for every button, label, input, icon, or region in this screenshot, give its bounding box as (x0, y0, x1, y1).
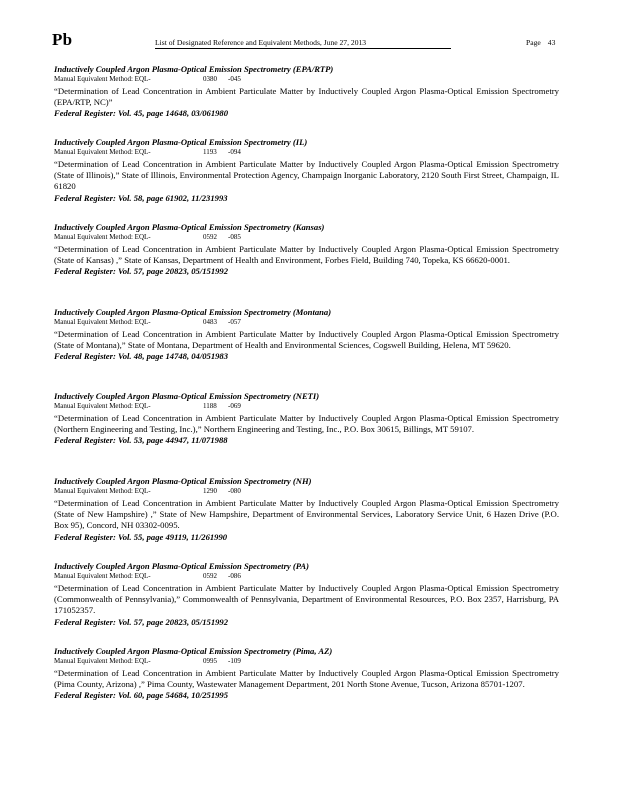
method-number: 1290 (203, 487, 217, 495)
method-label: Manual Equivalent Method: EQL- (54, 572, 151, 580)
method-label: Manual Equivalent Method: EQL- (54, 148, 151, 156)
element-symbol: Pb (52, 30, 73, 49)
method-suffix: -080 (228, 487, 241, 495)
method-entry (54, 64, 559, 119)
method-entry (54, 391, 559, 446)
entry-description: “Determination of Lead Concentration in Ambient Particulate Matter by Inductively Coupled Argon Plasma-Optical Emission Spectrometry (Northern Engineering and Testing, Inc.),” Northern Engineering and Testing, Inc., P.O. Box 30615, Billings, MT 59107. (54, 413, 559, 435)
method-entry (54, 561, 559, 628)
federal-register-citation: Federal Register: Vol. 55, page 49119, 11/261990 (54, 531, 228, 542)
method-label: Manual Equivalent Method: EQL- (54, 487, 151, 495)
method-suffix: -057 (228, 318, 241, 326)
method-number: 0380 (203, 75, 217, 83)
page-header (52, 30, 572, 50)
method-suffix: -045 (228, 75, 241, 83)
method-number: 0483 (203, 318, 217, 326)
entry-title: Inductively Coupled Argon Plasma-Optical Emission Spectrometry (NH) (54, 476, 312, 486)
method-designation (54, 487, 559, 497)
method-suffix: -085 (228, 233, 241, 241)
federal-register-citation: Federal Register: Vol. 57, page 20823, 05/151992 (54, 266, 229, 277)
method-entry (54, 476, 559, 543)
method-number: 1193 (203, 148, 217, 156)
entry-title: Inductively Coupled Argon Plasma-Optical Emission Spectrometry (Montana) (54, 307, 332, 317)
method-suffix: -086 (228, 572, 241, 580)
federal-register-citation: Federal Register: Vol. 57, page 20823, 05/151992 (54, 616, 229, 627)
method-entry (54, 137, 559, 204)
entry-title: Inductively Coupled Argon Plasma-Optical Emission Spectrometry (PA) (54, 561, 309, 571)
method-entry (54, 222, 559, 277)
entry-title: Inductively Coupled Argon Plasma-Optical Emission Spectrometry (EPA/RTP) (54, 64, 334, 74)
method-label: Manual Equivalent Method: EQL- (54, 318, 151, 326)
federal-register-citation: Federal Register: Vol. 53, page 44947, 11/071988 (54, 435, 228, 446)
federal-register-citation: Federal Register: Vol. 60, page 54684, 10/251995 (54, 690, 229, 701)
entry-description: “Determination of Lead Concentration in Ambient Particulate Matter by Inductively Coupled Argon Plasma-Optical Emission Spectrometry (EPA/RTP, NC)” (54, 86, 559, 108)
federal-register-citation: Federal Register: Vol. 48, page 14748, 04/051983 (54, 351, 229, 362)
method-label: Manual Equivalent Method: EQL- (54, 402, 151, 410)
method-designation (54, 572, 559, 582)
federal-register-citation: Federal Register: Vol. 45, page 14648, 03/061980 (54, 108, 229, 119)
entry-title: Inductively Coupled Argon Plasma-Optical Emission Spectrometry (Pima, AZ) (54, 646, 333, 656)
entry-description: “Determination of Lead Concentration in Ambient Particulate Matter by Inductively Coupled Argon Plasma-Optical Emission Spectrometry (State of Illinois),” State of Illinois, Environmental Protection Agency, Champaign Inorganic Laboratory, 2120 South First Street, Champaign, IL 61820 (54, 159, 559, 192)
method-designation (54, 657, 559, 667)
method-number: 1188 (203, 402, 217, 410)
method-label: Manual Equivalent Method: EQL- (54, 657, 151, 665)
entry-description: “Determination of Lead Concentration in Ambient Particulate Matter by Inductively Coupled Argon Plasma-Optical Emission Spectrometry (State of Montana),” State of Montana, Department of Health and Environmental Sciences, Cogswell Building, Helena, MT 59620. (54, 329, 559, 351)
entry-description: “Determination of Lead Concentration in Ambient Particulate Matter by Inductively Coupled Argon Plasma-Optical Emission Spectrometry (State of New Hampshire) ,” State of New Hampshire, Department of Environmental Services, Laboratory Service Unit, 6 Hazen Drive (P.O. Box 95), Concord, NH 03302-0095. (54, 498, 559, 531)
method-designation (54, 75, 559, 85)
page-indicator (526, 38, 555, 47)
method-label: Manual Equivalent Method: EQL- (54, 233, 151, 241)
method-designation (54, 148, 559, 158)
federal-register-citation: Federal Register: Vol. 58, page 61902, 11/231993 (54, 192, 228, 203)
method-entry (54, 646, 559, 701)
entry-description: “Determination of Lead Concentration in Ambient Particulate Matter by Inductively Coupled Argon Plasma-Optical Emission Spectrometry (Commonwealth of Pennsylvania),” Commonwealth of Pennsylvania, Department of Environmental Resources, P.O. Box 2357, Harrisburg, PA 171052357. (54, 583, 559, 616)
method-label: Manual Equivalent Method: EQL- (54, 75, 151, 83)
entry-description: “Determination of Lead Concentration in Ambient Particulate Matter by Inductively Coupled Argon Plasma-Optical Emission Spectrometry (Pima County, Arizona) ,” Pima County, Wastewater Management Department, 201 North Stone Avenue, Tucson, Arizona 85701-1207. (54, 668, 559, 690)
method-suffix: -109 (228, 657, 241, 665)
page-number: 43 (547, 38, 556, 47)
method-number: 0995 (203, 657, 217, 665)
method-suffix: -094 (228, 148, 241, 156)
page-label: Page (526, 38, 541, 47)
entry-description: “Determination of Lead Concentration in Ambient Particulate Matter by Inductively Coupled Argon Plasma-Optical Emission Spectrometry (State of Kansas) ,” State of Kansas, Department of Health and Environment, Forbes Field, Building 740, Topeka, KS 66620-0001. (54, 244, 559, 266)
entry-title: Inductively Coupled Argon Plasma-Optical Emission Spectrometry (NETI) (54, 391, 320, 401)
method-entry (54, 307, 559, 362)
method-number: 0592 (203, 572, 217, 580)
method-designation (54, 318, 559, 328)
method-number: 0592 (203, 233, 217, 241)
entry-title: Inductively Coupled Argon Plasma-Optical Emission Spectrometry (IL) (54, 137, 308, 147)
method-designation (54, 402, 559, 412)
method-suffix: -069 (228, 402, 241, 410)
document-title: List of Designated Reference and Equivalent Methods, June 27, 2013 (155, 38, 451, 49)
entry-title: Inductively Coupled Argon Plasma-Optical Emission Spectrometry (Kansas) (54, 222, 325, 232)
method-designation (54, 233, 559, 243)
